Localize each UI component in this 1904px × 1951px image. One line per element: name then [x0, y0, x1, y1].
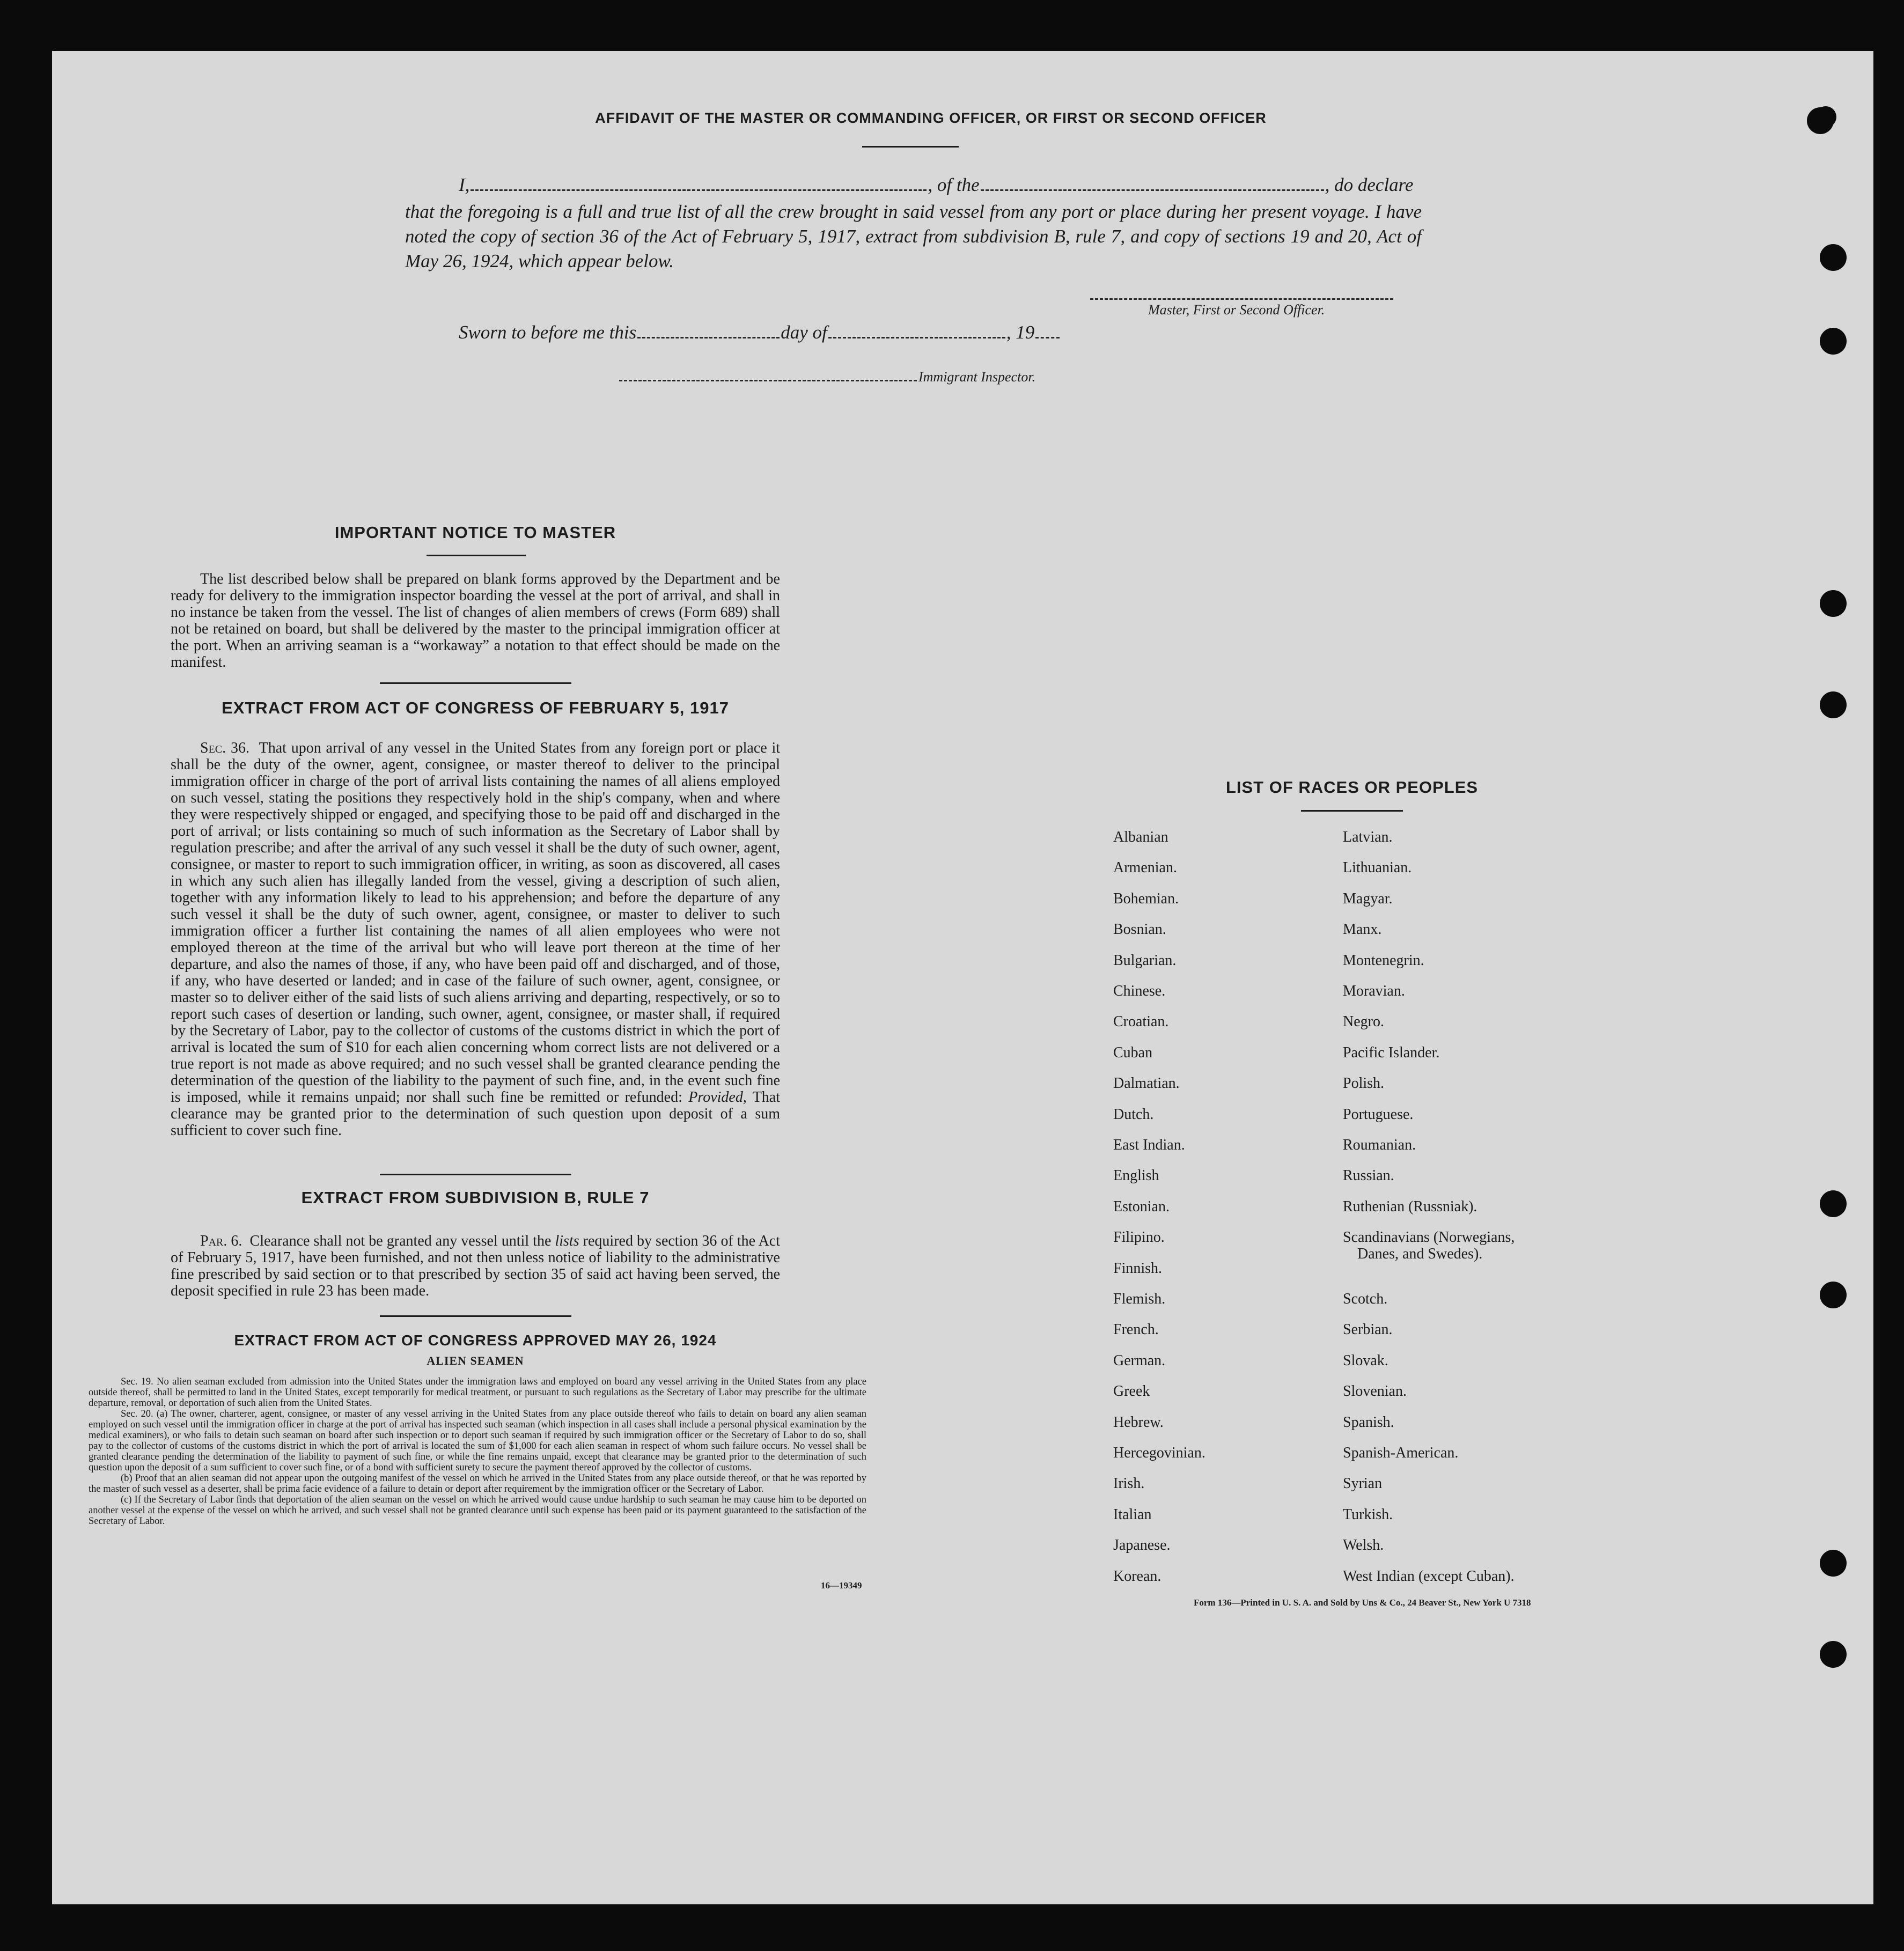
- race-item: Korean.: [1113, 1567, 1161, 1585]
- section-rule: [380, 682, 571, 684]
- race-item: Scotch.: [1343, 1291, 1388, 1307]
- binder-hole: [1820, 590, 1847, 617]
- extract-1924-text: [89, 1376, 866, 1527]
- section-rule: [380, 1174, 571, 1175]
- race-item: German.: [1113, 1352, 1166, 1369]
- declarant-name-blank[interactable]: [471, 189, 927, 191]
- sworn-day-blank[interactable]: [637, 337, 780, 338]
- par-6-text: Clearance shall not be granted any vessel until the: [249, 1233, 552, 1249]
- race-item: Estonian.: [1113, 1198, 1170, 1215]
- declarant-line: [459, 174, 1414, 196]
- of-the-text: , of the: [928, 174, 980, 195]
- binder-hole: [1820, 244, 1847, 271]
- par-6-paragraph: [171, 1233, 780, 1299]
- sworn-year-blank[interactable]: [1035, 337, 1060, 338]
- sworn-month-blank[interactable]: [828, 337, 1005, 338]
- race-item: Japanese.: [1113, 1537, 1171, 1554]
- race-item: Irish.: [1113, 1475, 1145, 1492]
- form-printer-note: Form 136—Printed in U. S. A. and Sold by Uns & Co., 24 Beaver St., New York U 7318: [1194, 1597, 1531, 1608]
- sworn-year-text: , 19: [1006, 322, 1035, 343]
- section-36-paragraph: [171, 740, 780, 1139]
- notice-text: [171, 571, 780, 671]
- race-item: Ruthenian (Russniak).: [1343, 1198, 1477, 1215]
- binder-hole: [1807, 107, 1834, 134]
- race-item: Roumanian.: [1343, 1137, 1416, 1153]
- affidavit-paragraph: that the foregoing is a full and true list of all the crew brought in said vessel from any port or place during her present voyage. I have noted the copy of section 36 of the Act of February 5, 1917, extract from subdivision B, rule 7, and copy of sections 19 and 20, Act of May 26, 1924, which appear below.: [405, 201, 1422, 271]
- inspector-caption: Immigrant Inspector.: [918, 369, 1036, 385]
- race-item: Italian: [1113, 1506, 1152, 1523]
- par-6-text-end: required by section 36 of the Act of February 5, 1917, have been furnished, and not then unless notice of liability to the administrative fine prescribed by said section or to that prescribed by section 35 of said act having been served, the deposit specified in rule 23 has been made.: [171, 1233, 781, 1299]
- race-item: Croatian.: [1113, 1013, 1169, 1030]
- race-item: Spanish-American.: [1343, 1445, 1459, 1461]
- section-20c-paragraph: (c) If the Secretary of Labor finds that deportation of the alien seaman on the vessel on which he arrived would cause undue hardship to such seaman he may cause him to be deported on another vessel at the expense of the vessel on which he arrived, and such vessel shall not be granted clearance until such expense has been paid or its payment guaranteed to the satisfaction of the Secretary of Labor.: [89, 1494, 866, 1527]
- race-item: Polish.: [1343, 1075, 1385, 1092]
- notice-paragraph: The list described below shall be prepared on blank forms approved by the Department and be ready for delivery to the immigration inspector boarding the vessel at the port of arrival, and shall in no instance be taken from the vessel. The list of changes of alien members of crews (Form 689) shall not be retained on board, but shall be delivered by the master to the principal immigration officer at the port. When an arriving seaman is a “workaway” a notation to that effect should be made on the manifest.: [171, 571, 780, 671]
- section-20b-paragraph: (b) Proof that an alien seaman did not appear upon the outgoing manifest of the vessel on which he arrived in the United States from any place outside thereof, or that he was reported by the master of such vessel as a deserter, shall be prima facie evidence of a failure to detain or deport after requirement by the immigration officer or the Secretary of Labor.: [89, 1473, 866, 1494]
- race-item: Magyar.: [1343, 890, 1393, 907]
- race-item: Manx.: [1343, 921, 1382, 938]
- race-item: Russian.: [1343, 1167, 1394, 1184]
- race-item: English: [1113, 1167, 1159, 1184]
- binder-hole: [1820, 1550, 1847, 1577]
- race-item: Bulgarian.: [1113, 952, 1177, 969]
- signature-blank[interactable]: [1090, 298, 1393, 300]
- binder-hole: [1820, 328, 1847, 355]
- race-item: French.: [1113, 1321, 1159, 1338]
- par-6-label: Par. 6.: [200, 1233, 242, 1249]
- race-item: Chinese.: [1113, 983, 1166, 999]
- race-item: Greek: [1113, 1383, 1150, 1400]
- provided-word: Provided,: [688, 1089, 747, 1106]
- race-item: Lithuanian.: [1343, 859, 1412, 877]
- section-36-text: That upon arrival of any vessel in the United States from any foreign port or place it shall be the duty of the owner, agent, consignee, or master thereof to deliver to the principal immigration officer in charge of the port of arrival lists containing the names of all aliens employed on such vessel, stating the positions they respectively hold in the ship's company, when and where they were respectively shipped or engaged, and specifying those to be paid off and discharged in the port of arrival; or lists containing so much of such information as the Secretary of Labor shall by regulation prescribe; and after the arrival of any such vessel it shall be the duty of such owner, agent, consignee, or master to report to such immigration officer, in writing, as soon as discovered, all cases in which any such alien has illegally landed from the vessel, giving a description of such alien, together with any information likely to lead to his apprehension; and before the departure of any such vessel it shall be the duty of such owner, agent, consignee, or master to deliver to such immigration officer a further list containing the names of all alien employees who were not employed thereon at the time of the arrival but who will leave port thereon at the time of her departure, and also the names of those, if any, who have been paid off and discharged, and of those, if any, who have deserted or landed; and in case of the failure of such owner, agent, consignee, or master so to deliver either of the said lists of such aliens arriving and departing, respectively, or so to report such cases of desertion or landing, such owner, agent, consignee, or master shall, if required by the Secretary of Labor, pay to the collector of customs of the customs district in which the port of arrival is located the sum of $10 for each alien concerning whom correct lists are not delivered or a true report is not made as above required; and no such vessel shall be granted clearance pending the determination of the question of the liability to the payment of such fine, and, in the event such fine is imposed, while it remains unpaid; nor shall such fine be remitted or refunded:: [171, 740, 781, 1106]
- sworn-day-text: day of: [781, 322, 827, 343]
- race-item: Hebrew.: [1113, 1413, 1164, 1431]
- race-item: Slovak.: [1343, 1352, 1388, 1369]
- extract-1917-text: [171, 740, 780, 1139]
- race-item: Negro.: [1343, 1013, 1384, 1030]
- binder-hole: [1820, 691, 1847, 718]
- race-item: Flemish.: [1113, 1291, 1166, 1307]
- race-item: Dalmatian.: [1113, 1075, 1180, 1092]
- race-item: Hercegovinian.: [1113, 1445, 1205, 1461]
- races-rule: [1301, 810, 1403, 812]
- notice-title: IMPORTANT NOTICE TO MASTER: [334, 523, 616, 542]
- race-item: Danes, and Swedes).: [1357, 1246, 1483, 1263]
- race-item: East Indian.: [1113, 1137, 1185, 1153]
- race-item: Pacific Islander.: [1343, 1044, 1440, 1061]
- inspector-blank[interactable]: [619, 380, 917, 381]
- rule-7-text: [171, 1233, 780, 1299]
- race-item: Filipino.: [1113, 1229, 1165, 1246]
- race-item: Bohemian.: [1113, 890, 1179, 907]
- races-title: LIST OF RACES OR PEOPLES: [1225, 778, 1479, 797]
- rule-7-title: EXTRACT FROM SUBDIVISION B, RULE 7: [301, 1188, 650, 1207]
- race-item: Scandinavians (Norwegians,: [1343, 1229, 1515, 1246]
- race-item: Finnish.: [1113, 1260, 1163, 1277]
- race-item: Armenian.: [1113, 859, 1177, 877]
- race-item: Dutch.: [1113, 1106, 1154, 1123]
- affidavit-title: AFFIDAVIT OF THE MASTER OR COMMANDING OFFICER, OR FIRST OR SECOND OFFICER: [595, 110, 1267, 126]
- vessel-name-blank[interactable]: [981, 189, 1324, 191]
- race-item: Bosnian.: [1113, 921, 1166, 938]
- declarant-prefix: I,: [459, 174, 470, 195]
- race-item: Montenegrin.: [1343, 952, 1424, 969]
- binder-hole: [1820, 1190, 1847, 1217]
- race-item: Albanian: [1113, 829, 1168, 845]
- extract-1917-title: EXTRACT FROM ACT OF CONGRESS OF FEBRUARY 5, 1917: [222, 698, 729, 717]
- section-36-text-end: That clearance may be granted prior to the determination of such question upon deposit of a sum sufficient to cover such fine.: [171, 1089, 781, 1139]
- sworn-prefix: Sworn to before me this: [459, 322, 637, 343]
- race-item: West Indian (except Cuban).: [1343, 1567, 1515, 1585]
- race-item: Serbian.: [1343, 1321, 1393, 1338]
- section-19-paragraph: Sec. 19. No alien seaman excluded from admission into the United States under the immigration laws and employed on board any vessel arriving in the United States from any place outside thereof, shall be permitted to land in the United States, except temporarily for medical treatment, or pursuant to such regulations as the Secretary of Labor may prescribe for the ultimate departure, removal, or deportation of such alien from the United States.: [89, 1376, 866, 1409]
- section-20a-paragraph: Sec. 20. (a) The owner, charterer, agent, consignee, or master of any vessel arriving in the United States from any place outside thereof who fails to detain on board any alien seaman employed on such vessel until the immigration officer in charge at the port of arrival has inspected such seaman (which inspection in all cases shall include a personal physical examination by the medical examiners), or who fails to detain such seaman on board after such inspection or to deport such seaman if required by such immigration officer or the Secretary of Labor to do so, shall pay to the collector of customs of the customs district in which the port of arrival is located the sum of $1,000 for each alien seaman in respect of whom such failure occurs. No vessel shall be granted clearance pending the determination of the liability to payment of such fine, or while the fine remains unpaid, except that clearance may be granted prior to the determination of such question upon the deposit of a sum sufficient to cover such fine, or of a bond with sufficient surety to secure the payment thereof approved by the collector of customs.: [89, 1409, 866, 1473]
- race-item: Moravian.: [1343, 983, 1405, 999]
- print-code: 16—19349: [821, 1580, 862, 1591]
- alien-seamen-subtitle: ALIEN SEAMEN: [427, 1354, 524, 1367]
- race-item: Turkish.: [1343, 1506, 1393, 1523]
- declare-text: , do declare: [1325, 174, 1414, 195]
- race-item: Portuguese.: [1343, 1106, 1414, 1123]
- race-item: Welsh.: [1343, 1537, 1384, 1554]
- race-item: Spanish.: [1343, 1413, 1394, 1431]
- race-item: Slovenian.: [1343, 1383, 1407, 1400]
- race-item: Cuban: [1113, 1044, 1153, 1061]
- sworn-line: [459, 322, 1061, 343]
- notice-rule: [427, 555, 526, 556]
- title-rule: [862, 146, 959, 148]
- section-36-label: Sec. 36.: [200, 740, 249, 756]
- signature-caption: Master, First or Second Officer.: [1148, 302, 1325, 318]
- lists-word: lists: [555, 1233, 579, 1249]
- extract-1924-title: EXTRACT FROM ACT OF CONGRESS APPROVED MAY 26, 1924: [234, 1332, 717, 1349]
- race-item: Latvian.: [1343, 829, 1393, 845]
- section-rule: [380, 1315, 571, 1317]
- binder-hole: [1820, 1641, 1847, 1668]
- race-item: Syrian: [1343, 1475, 1383, 1492]
- binder-hole: [1820, 1282, 1847, 1308]
